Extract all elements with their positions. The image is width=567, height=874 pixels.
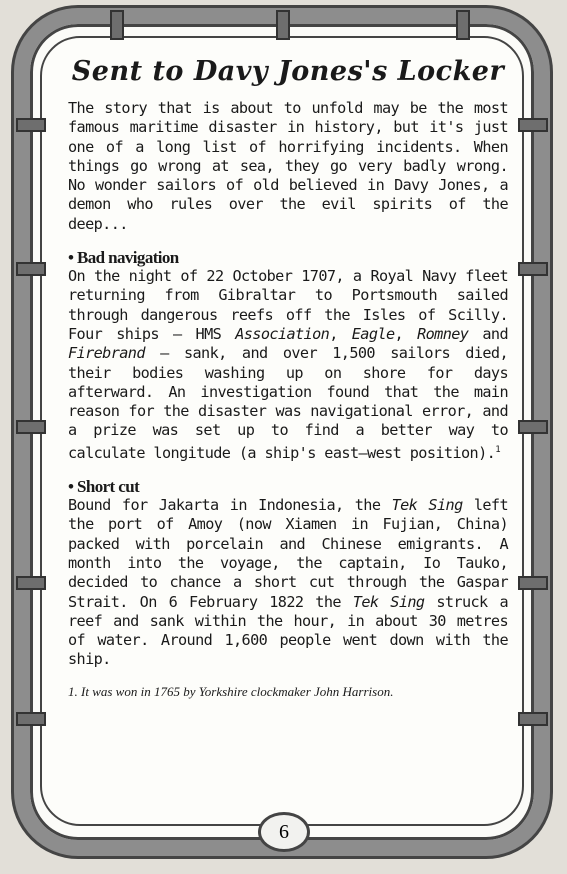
pipe-joint [518, 420, 548, 434]
pipe-joint [518, 576, 548, 590]
section-text: On the night of 22 October 1707, a Royal Navy fleet returning from Gibraltar to Portsmouth sailed through dangerous reefs off the Isles of Scilly. Four ships – HMS [68, 267, 508, 343]
separator: , [394, 324, 418, 343]
page-number: 6 [258, 812, 310, 852]
pipe-joint [518, 712, 548, 726]
pipe-joint [518, 118, 548, 132]
section-bad-navigation [68, 248, 508, 463]
section-heading: • Bad navigation [68, 248, 179, 268]
ship-name: Association [235, 324, 330, 343]
intro-paragraph: The story that is about to unfold may be the most famous maritime disaster in history, but it's just one of a long list of horrifying incidents. When things go wrong at sea, they go very badly wrong. No wonder sailors of old believed in Davy Jones, a demon who rules over the evil spirits of the deep... [68, 99, 508, 233]
pipe-joint [16, 420, 46, 434]
pipe-joint [456, 10, 470, 40]
footnote-ref: 1 [495, 444, 501, 455]
ship-name: Tek Sing [391, 496, 463, 515]
page-title: Sent to Davy Jones's Locker [71, 56, 505, 87]
section-short-cut [68, 477, 508, 670]
ship-name: Romney [417, 324, 469, 343]
section-text: left the port of Amoy (now Xiamen in Fujian, China) packed with porcelain and Chinese emigrants. A month into the voyage, the captain, Io Tauko, decided to chance a short cut through the Gaspar Strait. On 6 February 1822 the [68, 496, 509, 611]
pipe-joint [16, 576, 46, 590]
section-heading: • Short cut [68, 477, 140, 497]
page-content [68, 56, 508, 700]
section-text: struck a reef and sank within the hour, in about 30 metres of water. Around 1,600 people went down with the ship. [68, 592, 508, 669]
footnote: 1. It was won in 1765 by Yorkshire clockmaker John Harrison. [68, 683, 394, 699]
separator: and [468, 324, 508, 343]
pipe-joint [16, 118, 46, 132]
pipe-joint [276, 10, 290, 40]
section-text: Bound for Jakarta in Indonesia, the [68, 496, 392, 515]
ship-name: Firebrand [68, 344, 145, 363]
pipe-joint [16, 712, 46, 726]
ship-name: Tek Sing [352, 592, 425, 611]
ship-name: Eagle [351, 324, 395, 343]
separator: , [329, 324, 352, 343]
section-text: – sank, and over 1,500 sailors died, their bodies washing up on shore for days afterward. An investigation found that the main reason for the disaster was navigational error, and a prize was set up to find a better way to calculate longitude (a ship's east–west position). [68, 344, 508, 462]
pipe-joint [518, 262, 548, 276]
pipe-joint [110, 10, 124, 40]
pipe-joint [16, 262, 46, 276]
